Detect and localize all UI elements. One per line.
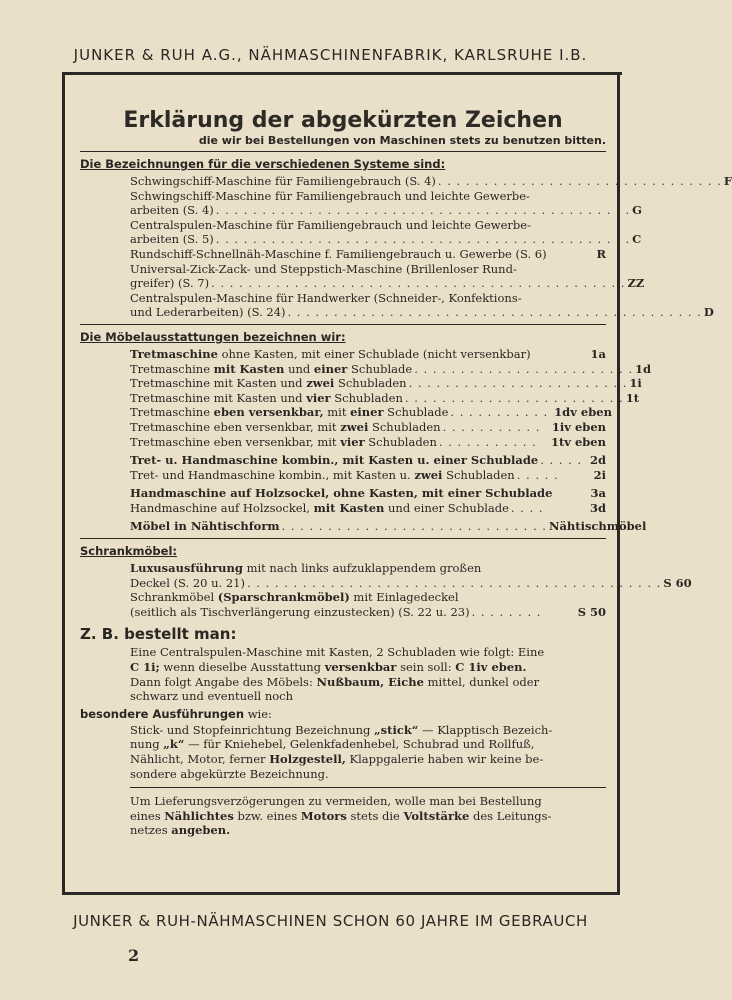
section-cabinet-heading: Schrankmöbel:: [80, 538, 606, 558]
section-furniture-heading: Die Möbelausstattungen bezeichnen wir:: [80, 324, 606, 344]
systems-list: [80, 174, 732, 320]
list-item: Handmaschine auf Holzsockel, ohne Kasten, mit einer Schublade 3a: [130, 486, 606, 501]
list-item: Tretmaschine eben versenkbar, mit einer Schublade . . . . . . . . . . . 1dv eben: [130, 405, 612, 420]
list-item: Tretmaschine mit Kasten und vier Schubladen . . . . . . . . . . . . . . . . . . . . . . . . 1t: [130, 390, 640, 405]
example-paragraph: Eine Centralspulen-Maschine mit Kasten, 2 Schubladen wie folgt: Eine C 1i; wenn dieselbe Ausstattung versenkbar sein soll: C 1iv eben. Dann folgt Angabe des Möbels: Nußbaum, Eiche mittel, dunkel oder schwarz und eventuell noch: [130, 645, 545, 704]
list-item-wrap: Schwingschiff-Maschine für Familiengebrauch und leichte Gewerbe-: [130, 188, 530, 203]
note-divider: [130, 787, 606, 788]
page-subtitle: die wir bei Bestellungen von Maschinen stets zu benutzen bitten.: [198, 134, 606, 147]
list-item: Schwingschiff-Maschine für Familiengebrauch (S. 4) . . . . . . . . . . . . . . . . . . . . . . . . . . . . . . . F: [130, 174, 732, 188]
list-item: Tretmaschine eben versenkbar, mit vier Schubladen . . . . . . . . . . . 1tv eben: [130, 434, 606, 449]
list-item: (seitlich als Tischverlängerung einzustecken) (S. 22 u. 23) . . . . . . . . S 50: [130, 604, 606, 619]
section-systems-heading: Die Bezeichnungen für die verschiedenen Systeme sind:: [80, 151, 606, 171]
list-item: und Lederarbeiten) (S. 24) . . . . . . . . . . . . . . . . . . . . . . . . . . . . . . . . . . . . . . . . . . . . . D: [130, 305, 714, 320]
list-item-wrap: Centralspulen-Maschine für Handwerker (Schneider-, Konfektions-: [130, 290, 522, 305]
list-item: Möbel in Nähtischform . . . . . . . . . . . . . . . . . . . . . . . . . . . . . Nähtischmöbel: [130, 519, 647, 534]
list-item: Deckel (S. 20 u. 21) . . . . . . . . . . . . . . . . . . . . . . . . . . . . . . . . . . . . . . . . . . . . . S 60: [130, 575, 692, 590]
page-title: Erklärung der abgekürzten Zeichen: [123, 108, 563, 133]
list-item: Handmaschine auf Holzsockel, mit Kasten und einer Schublade . . . . 3d: [130, 500, 606, 515]
list-item: Tret- und Handmaschine kombin., mit Kasten u. zwei Schubladen . . . . . 2i: [130, 467, 606, 482]
list-item: Tretmaschine mit Kasten und einer Schublade . . . . . . . . . . . . . . . . . . . . . . . . 1d: [130, 361, 652, 376]
list-item-wrap: Universal-Zick-Zack- und Steppstich-Maschine (Brillenloser Rund-: [130, 261, 517, 276]
list-item-wrap: Schrankmöbel (Sparschrankmöbel) mit Einlagedeckel: [130, 590, 459, 605]
list-item-wrap: Luxusausführung mit nach links aufzuklappendem großen: [130, 561, 482, 576]
list-item: Tretmaschine eben versenkbar, mit zwei Schubladen . . . . . . . . . . . 1iv eben: [130, 419, 606, 434]
example-heading: Z. B. bestellt man:: [80, 625, 237, 644]
list-item: arbeiten (S. 5) . . . . . . . . . . . . . . . . . . . . . . . . . . . . . . . . . . . . . . . . . . . . . C: [130, 232, 642, 247]
page-footer: JUNKER & RUH-NÄHMASCHINEN SCHON 60 JAHRE IM GEBRAUCH: [73, 912, 588, 930]
page-header: JUNKER & RUH A.G., NÄHMASCHINENFABRIK, KARLSRUHE I.B.: [73, 46, 588, 64]
note-paragraph: Um Lieferungsverzögerungen zu vermeiden, wolle man bei Bestellung eines Nählichtes bzw. eines Motors stets die Voltstärke des Leitungs- netzes angeben.: [130, 794, 552, 838]
list-item: arbeiten (S. 4) . . . . . . . . . . . . . . . . . . . . . . . . . . . . . . . . . . . . . . . . . . . . . G: [130, 203, 642, 218]
list-item: Tretmaschine ohne Kasten, mit einer Schublade (nicht versenkbar) 1a: [130, 346, 606, 361]
special-heading: besondere Ausführungen wie:: [80, 706, 272, 721]
page-number: 2: [128, 946, 140, 965]
content: [80, 108, 732, 838]
list-item: Tretmaschine mit Kasten und zwei Schubladen . . . . . . . . . . . . . . . . . . . . . . . . 1i: [130, 376, 642, 391]
list-item: Rundschiff-Schnellnäh-Maschine f. Familiengebrauch u. Gewerbe (S. 6) R: [130, 246, 606, 261]
list-item: greifer) (S. 7) . . . . . . . . . . . . . . . . . . . . . . . . . . . . . . . . . . . . . . . . . . . . . ZZ: [130, 276, 645, 291]
list-item-wrap: Centralspulen-Maschine für Familiengebrauch und leichte Gewerbe-: [130, 217, 531, 232]
special-paragraph: Stick- und Stopfeinrichtung Bezeichnung „stick“ — Klapptisch Bezeich- nung „k“ — für Kniehebel, Gelenkfadenhebel, Schubrad und Rollfuß, Nählicht, Motor, ferner Holzgestell, Klappgalerie haben wir keine be- sondere abgekürzte Bezeichnung.: [130, 722, 553, 781]
furniture-list: [80, 346, 652, 534]
cabinet-list: [80, 561, 692, 619]
list-item: Tret- u. Handmaschine kombin., mit Kasten u. einer Schublade . . . . . 2d: [130, 453, 606, 468]
